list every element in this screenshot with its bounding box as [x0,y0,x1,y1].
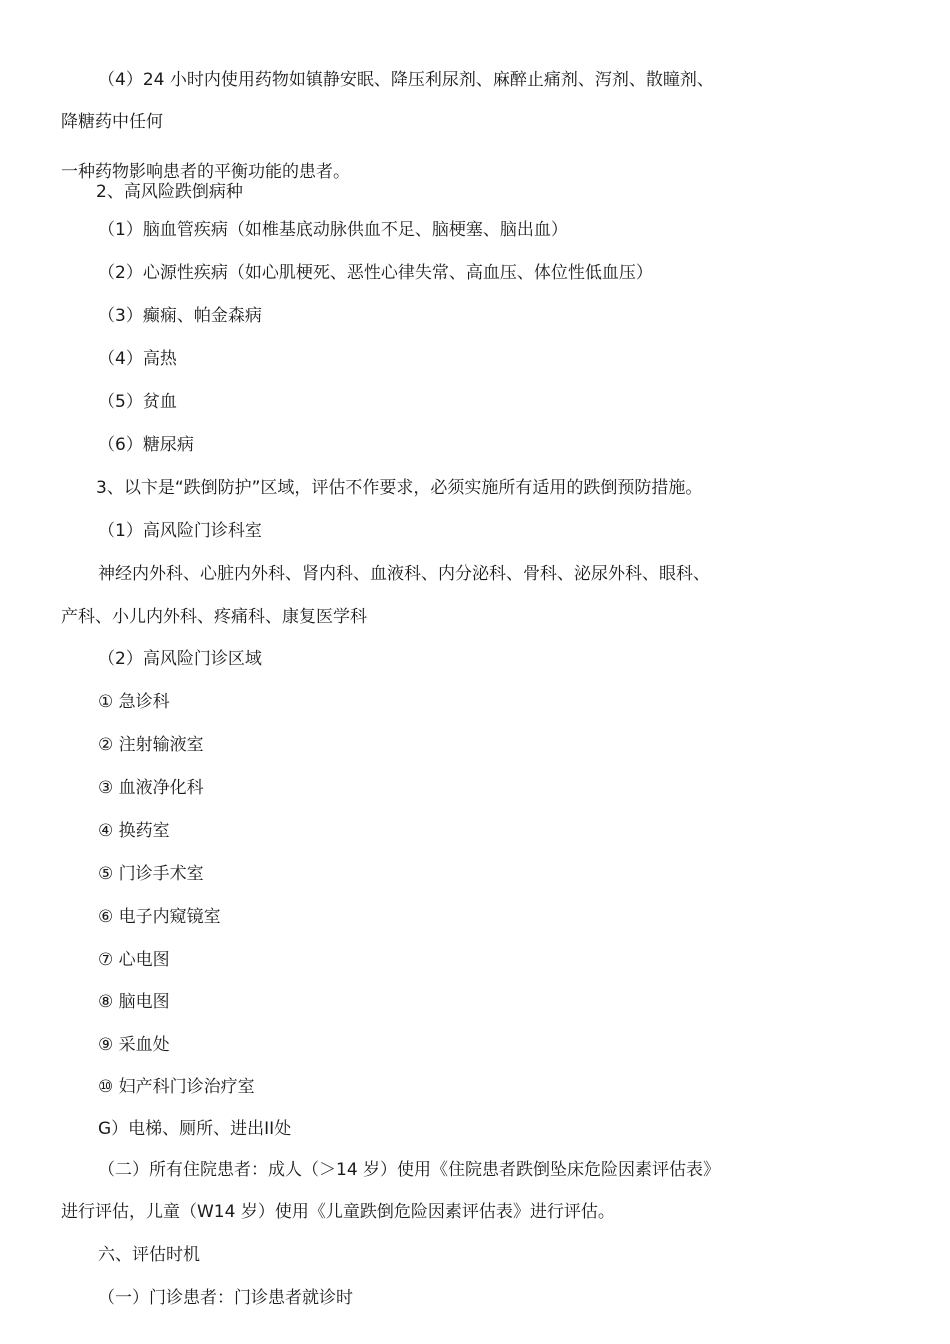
text-line: ⑦ 心电图 [98,950,170,970]
text-line: 降糖药中任何 [61,112,163,132]
text-line: 一种药物影响患者的平衡功能的患者。 [61,162,350,182]
text-line: ④ 换药室 [98,821,170,841]
text-line: （二）所有住院患者：成人（＞14 岁）使用《住院患者跌倒坠床危险因素评估表》 [98,1160,721,1180]
text-line: ⑨ 采血处 [98,1035,170,1055]
text-line: （2）心源性疾病（如心肌梗死、恶性心律失常、高血压、体位性低血压） [98,263,653,283]
text-line: （1）高风险门诊科室 [98,521,262,541]
text-line: 3、以卞是“跌倒防护”区域，评估不作要求，必须实施所有适用的跌倒预防措施。 [96,478,703,498]
text-line: 2、高风险跌倒病种 [96,182,243,202]
text-line: G）电梯、厕所、进出II处 [98,1119,292,1139]
text-line: （3）癫痫、帕金森病 [98,306,262,326]
text-line: 六、评估时机 [98,1245,200,1265]
text-line: （4）高热 [98,349,177,369]
text-line: ⑧ 脑电图 [98,992,170,1012]
text-line: 进行评估，儿童（W14 岁）使用《儿童跌倒危险因素评估表》进行评估。 [61,1202,615,1222]
text-line: ⑩ 妇产科门诊治疗室 [98,1077,255,1097]
text-line: （4）24 小时内使用药物如镇静安眠、降压利尿剂、麻醉止痛剂、泻剂、散瞳剂、 [98,70,714,90]
text-line: 神经内外科、心脏内外科、肾内科、血液科、内分泌科、骨科、泌尿外科、眼科、 [98,564,710,584]
text-line: （1）脑血管疾病（如椎基底动脉供血不足、脑梗塞、脑出血） [98,220,568,240]
text-line: （一）门诊患者：门诊患者就诊时 [98,1288,353,1308]
text-line: ① 急诊科 [98,692,170,712]
text-line: 产科、小儿内外科、疼痛科、康复医学科 [61,607,367,627]
text-line: ⑥ 电子内窥镜室 [98,907,221,927]
text-line: （2）高风险门诊区域 [98,649,262,669]
text-line: （5）贫血 [98,392,177,412]
text-line: ⑤ 门诊手术室 [98,864,204,884]
text-line: ③ 血液净化科 [98,778,204,798]
text-line: （6）糖尿病 [98,435,194,455]
text-line: ② 注射输液室 [98,735,204,755]
